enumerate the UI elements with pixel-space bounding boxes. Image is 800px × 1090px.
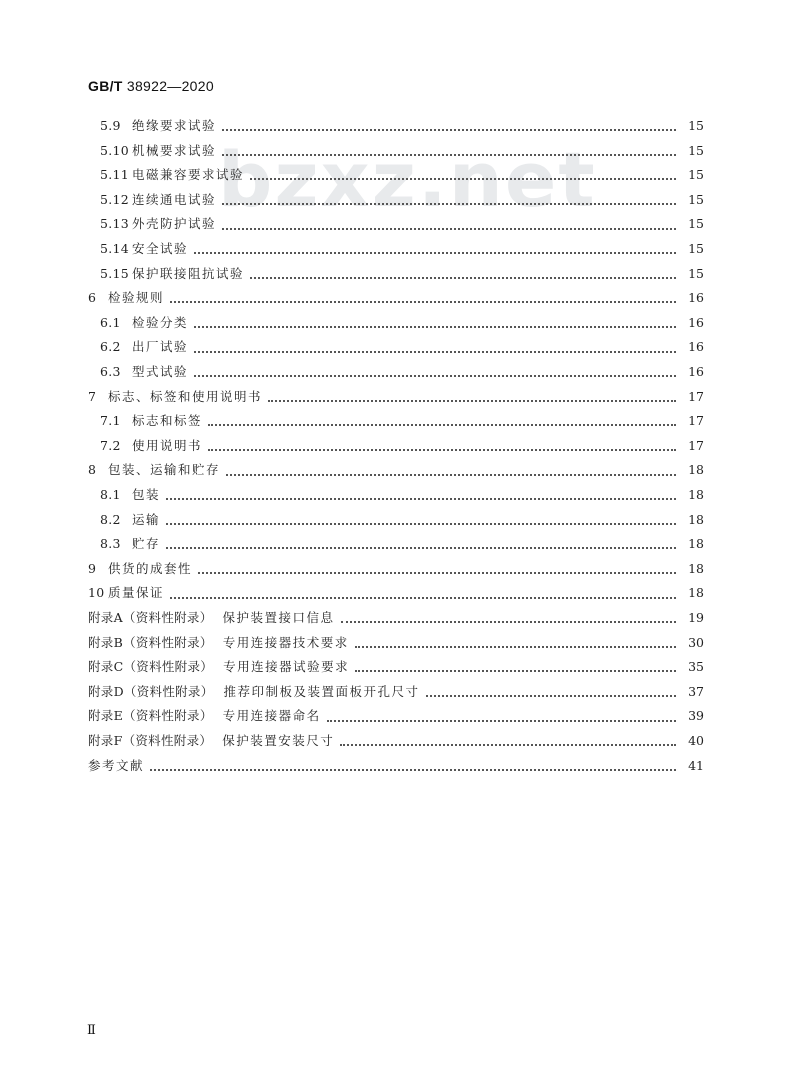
toc-entry[interactable] bbox=[100, 237, 704, 262]
toc-entry[interactable] bbox=[100, 532, 704, 557]
toc-entry-page: 15 bbox=[688, 265, 704, 281]
toc-entry[interactable] bbox=[100, 114, 704, 139]
toc-entry-number: 5.12 bbox=[100, 191, 130, 207]
toc-leader-dots bbox=[208, 449, 676, 451]
toc-entry-page: 19 bbox=[688, 610, 704, 626]
toc-entry-title: 检验规则 bbox=[108, 290, 165, 306]
document-header bbox=[88, 78, 214, 94]
toc-entry-page: 30 bbox=[688, 634, 704, 650]
toc-entry-number: 6.3 bbox=[100, 364, 121, 380]
toc-entry-number: 5.11 bbox=[100, 167, 130, 183]
toc-entry[interactable] bbox=[88, 729, 704, 754]
toc-leader-dots bbox=[166, 523, 676, 525]
toc-entry-page: 41 bbox=[688, 757, 704, 773]
toc-entry-number: 6 bbox=[88, 290, 97, 306]
toc-entry-page: 35 bbox=[688, 659, 704, 675]
toc-entry-number: 8 bbox=[88, 462, 97, 478]
toc-entry-title: 运输 bbox=[132, 511, 161, 527]
toc-entry-title: 标志和标签 bbox=[132, 413, 203, 429]
toc-leader-dots bbox=[222, 203, 676, 205]
toc-entry-title: 专用连接器命名 bbox=[222, 708, 321, 724]
toc-entry-number: 7.2 bbox=[100, 437, 121, 453]
toc-entry[interactable] bbox=[100, 508, 704, 533]
toc-leader-dots bbox=[194, 351, 676, 353]
toc-entry-page: 18 bbox=[688, 560, 704, 576]
toc-entry-number: 附录B（资料性附录） bbox=[88, 634, 213, 650]
toc-entry-title: 专用连接器技术要求 bbox=[222, 634, 349, 650]
toc-entry-number: 5.14 bbox=[100, 241, 130, 257]
toc-entry-title: 保护联接阻抗试验 bbox=[132, 265, 245, 281]
toc-entry-number: 5.15 bbox=[100, 265, 130, 281]
toc-entry-page: 15 bbox=[688, 191, 704, 207]
toc-entry-number: 附录D（资料性附录） bbox=[88, 683, 214, 699]
toc-entry-page: 16 bbox=[688, 314, 704, 330]
toc-entry-page: 37 bbox=[688, 683, 704, 699]
toc-entry[interactable] bbox=[88, 704, 704, 729]
toc-entry[interactable] bbox=[88, 385, 704, 410]
toc-leader-dots bbox=[327, 720, 676, 722]
toc-entry-title: 检验分类 bbox=[132, 314, 189, 330]
toc-leader-dots bbox=[341, 621, 676, 623]
watermark: bzxz.net bbox=[218, 135, 597, 224]
toc-entry-page: 18 bbox=[688, 487, 704, 503]
toc-leader-dots bbox=[355, 670, 676, 672]
toc-entry[interactable] bbox=[100, 188, 704, 213]
toc-entry[interactable] bbox=[88, 286, 704, 311]
toc-leader-dots bbox=[222, 228, 676, 230]
toc-entry-title: 电磁兼容要求试验 bbox=[132, 167, 245, 183]
toc-entry[interactable] bbox=[100, 139, 704, 164]
toc-entry-page: 18 bbox=[688, 585, 704, 601]
toc-entry[interactable] bbox=[100, 360, 704, 385]
toc-entry[interactable] bbox=[100, 483, 704, 508]
toc-entry-page: 18 bbox=[688, 511, 704, 527]
toc-entry[interactable] bbox=[100, 311, 704, 336]
toc-leader-dots bbox=[194, 326, 676, 328]
toc-entry-number: 7 bbox=[88, 388, 97, 404]
toc-leader-dots bbox=[194, 252, 676, 254]
toc-entry-title: 绝缘要求试验 bbox=[132, 118, 217, 134]
toc-entry-title: 标志、标签和使用说明书 bbox=[108, 388, 263, 404]
toc-entry-page: 15 bbox=[688, 142, 704, 158]
toc-leader-dots bbox=[166, 498, 676, 500]
toc-entry-page: 16 bbox=[688, 339, 704, 355]
toc-leader-dots bbox=[150, 769, 676, 771]
toc-entry[interactable] bbox=[100, 163, 704, 188]
toc-entry-title: 质量保证 bbox=[108, 585, 165, 601]
toc-leader-dots bbox=[166, 547, 676, 549]
toc-entry-title: 包装、运输和贮存 bbox=[108, 462, 221, 478]
toc-leader-dots bbox=[226, 474, 676, 476]
toc-entry-page: 40 bbox=[688, 733, 704, 749]
toc-entry-number: 6.1 bbox=[100, 314, 121, 330]
toc-entry-page: 17 bbox=[688, 388, 704, 404]
toc-entry-number: 8.2 bbox=[100, 511, 121, 527]
toc-entry-number: 附录C（资料性附录） bbox=[88, 659, 214, 675]
toc-entry-page: 18 bbox=[688, 536, 704, 552]
toc-entry-number: 5.10 bbox=[100, 142, 130, 158]
toc-entry-page: 16 bbox=[688, 290, 704, 306]
toc-entry[interactable] bbox=[100, 212, 704, 237]
toc-entry-number: 8.1 bbox=[100, 487, 121, 503]
toc-entry-title: 包装 bbox=[132, 487, 161, 503]
toc-entry-number: 附录F（资料性附录） bbox=[88, 733, 213, 749]
standard-number: 38922—2020 bbox=[126, 78, 214, 94]
toc-entry-title: 出厂试验 bbox=[132, 339, 189, 355]
toc-entry-page: 15 bbox=[688, 167, 704, 183]
toc-entry-title: 外壳防护试验 bbox=[132, 216, 217, 232]
toc-entry[interactable] bbox=[88, 655, 704, 680]
toc-entry-page: 15 bbox=[688, 118, 704, 134]
toc-entry[interactable] bbox=[88, 458, 704, 483]
toc-entry-page: 17 bbox=[688, 413, 704, 429]
toc-entry-number: 5.13 bbox=[100, 216, 130, 232]
toc-entry[interactable] bbox=[88, 680, 704, 705]
toc-entry-number: 附录A（资料性附录） bbox=[88, 610, 213, 626]
toc-entry[interactable] bbox=[100, 434, 704, 459]
toc-leader-dots bbox=[170, 597, 676, 599]
toc-leader-dots bbox=[355, 646, 676, 648]
toc-entry-page: 17 bbox=[688, 437, 704, 453]
toc-entry-title: 参考文献 bbox=[88, 757, 145, 773]
toc-leader-dots bbox=[222, 129, 676, 131]
toc-leader-dots bbox=[194, 375, 676, 377]
toc-entry-title: 保护装置接口信息 bbox=[222, 610, 335, 626]
toc-entry-page: 15 bbox=[688, 241, 704, 257]
toc-entry-number: 5.9 bbox=[100, 118, 121, 134]
toc-leader-dots bbox=[250, 178, 676, 180]
toc-leader-dots bbox=[340, 744, 676, 746]
toc-entry[interactable] bbox=[88, 754, 704, 779]
toc-entry-title: 贮存 bbox=[132, 536, 161, 552]
toc-entry-title: 供货的成套性 bbox=[108, 560, 193, 576]
toc-leader-dots bbox=[170, 301, 676, 303]
toc-entry-title: 安全试验 bbox=[132, 241, 189, 257]
toc-entry-number: 6.2 bbox=[100, 339, 121, 355]
toc-entry-number: 7.1 bbox=[100, 413, 121, 429]
toc-leader-dots bbox=[208, 424, 676, 426]
toc-entry-page: 18 bbox=[688, 462, 704, 478]
toc-entry-title: 使用说明书 bbox=[132, 437, 203, 453]
toc-leader-dots bbox=[268, 400, 676, 402]
toc-entry-title: 机械要求试验 bbox=[132, 142, 217, 158]
toc-entry-number: 9 bbox=[88, 560, 97, 576]
toc-entry-number: 10 bbox=[88, 585, 105, 601]
toc-entry[interactable] bbox=[88, 581, 704, 606]
toc-entry[interactable] bbox=[100, 409, 704, 434]
page-number: Ⅱ bbox=[87, 1022, 96, 1037]
toc-leader-dots bbox=[222, 154, 676, 156]
toc-entry[interactable] bbox=[88, 631, 704, 656]
toc-entry-title: 推荐印制板及装置面板开孔尺寸 bbox=[223, 683, 420, 699]
toc-entry-title: 专用连接器试验要求 bbox=[223, 659, 350, 675]
toc-entry-page: 39 bbox=[688, 708, 704, 724]
toc-entry-title: 保护装置安装尺寸 bbox=[222, 733, 335, 749]
toc-entry-page: 16 bbox=[688, 364, 704, 380]
toc-leader-dots bbox=[426, 695, 676, 697]
toc-leader-dots bbox=[198, 572, 676, 574]
standard-prefix: GB/T bbox=[88, 78, 123, 94]
toc-entry[interactable] bbox=[100, 335, 704, 360]
toc-entry[interactable] bbox=[100, 262, 704, 287]
toc-entry-title: 型式试验 bbox=[132, 364, 189, 380]
toc-entry-number: 附录E（资料性附录） bbox=[88, 708, 213, 724]
toc-entry-number: 8.3 bbox=[100, 536, 121, 552]
toc-leader-dots bbox=[250, 277, 676, 279]
toc-entry[interactable] bbox=[88, 606, 704, 631]
toc-entry-title: 连续通电试验 bbox=[132, 191, 217, 207]
toc-entry[interactable] bbox=[88, 557, 704, 582]
toc-entry-page: 15 bbox=[688, 216, 704, 232]
